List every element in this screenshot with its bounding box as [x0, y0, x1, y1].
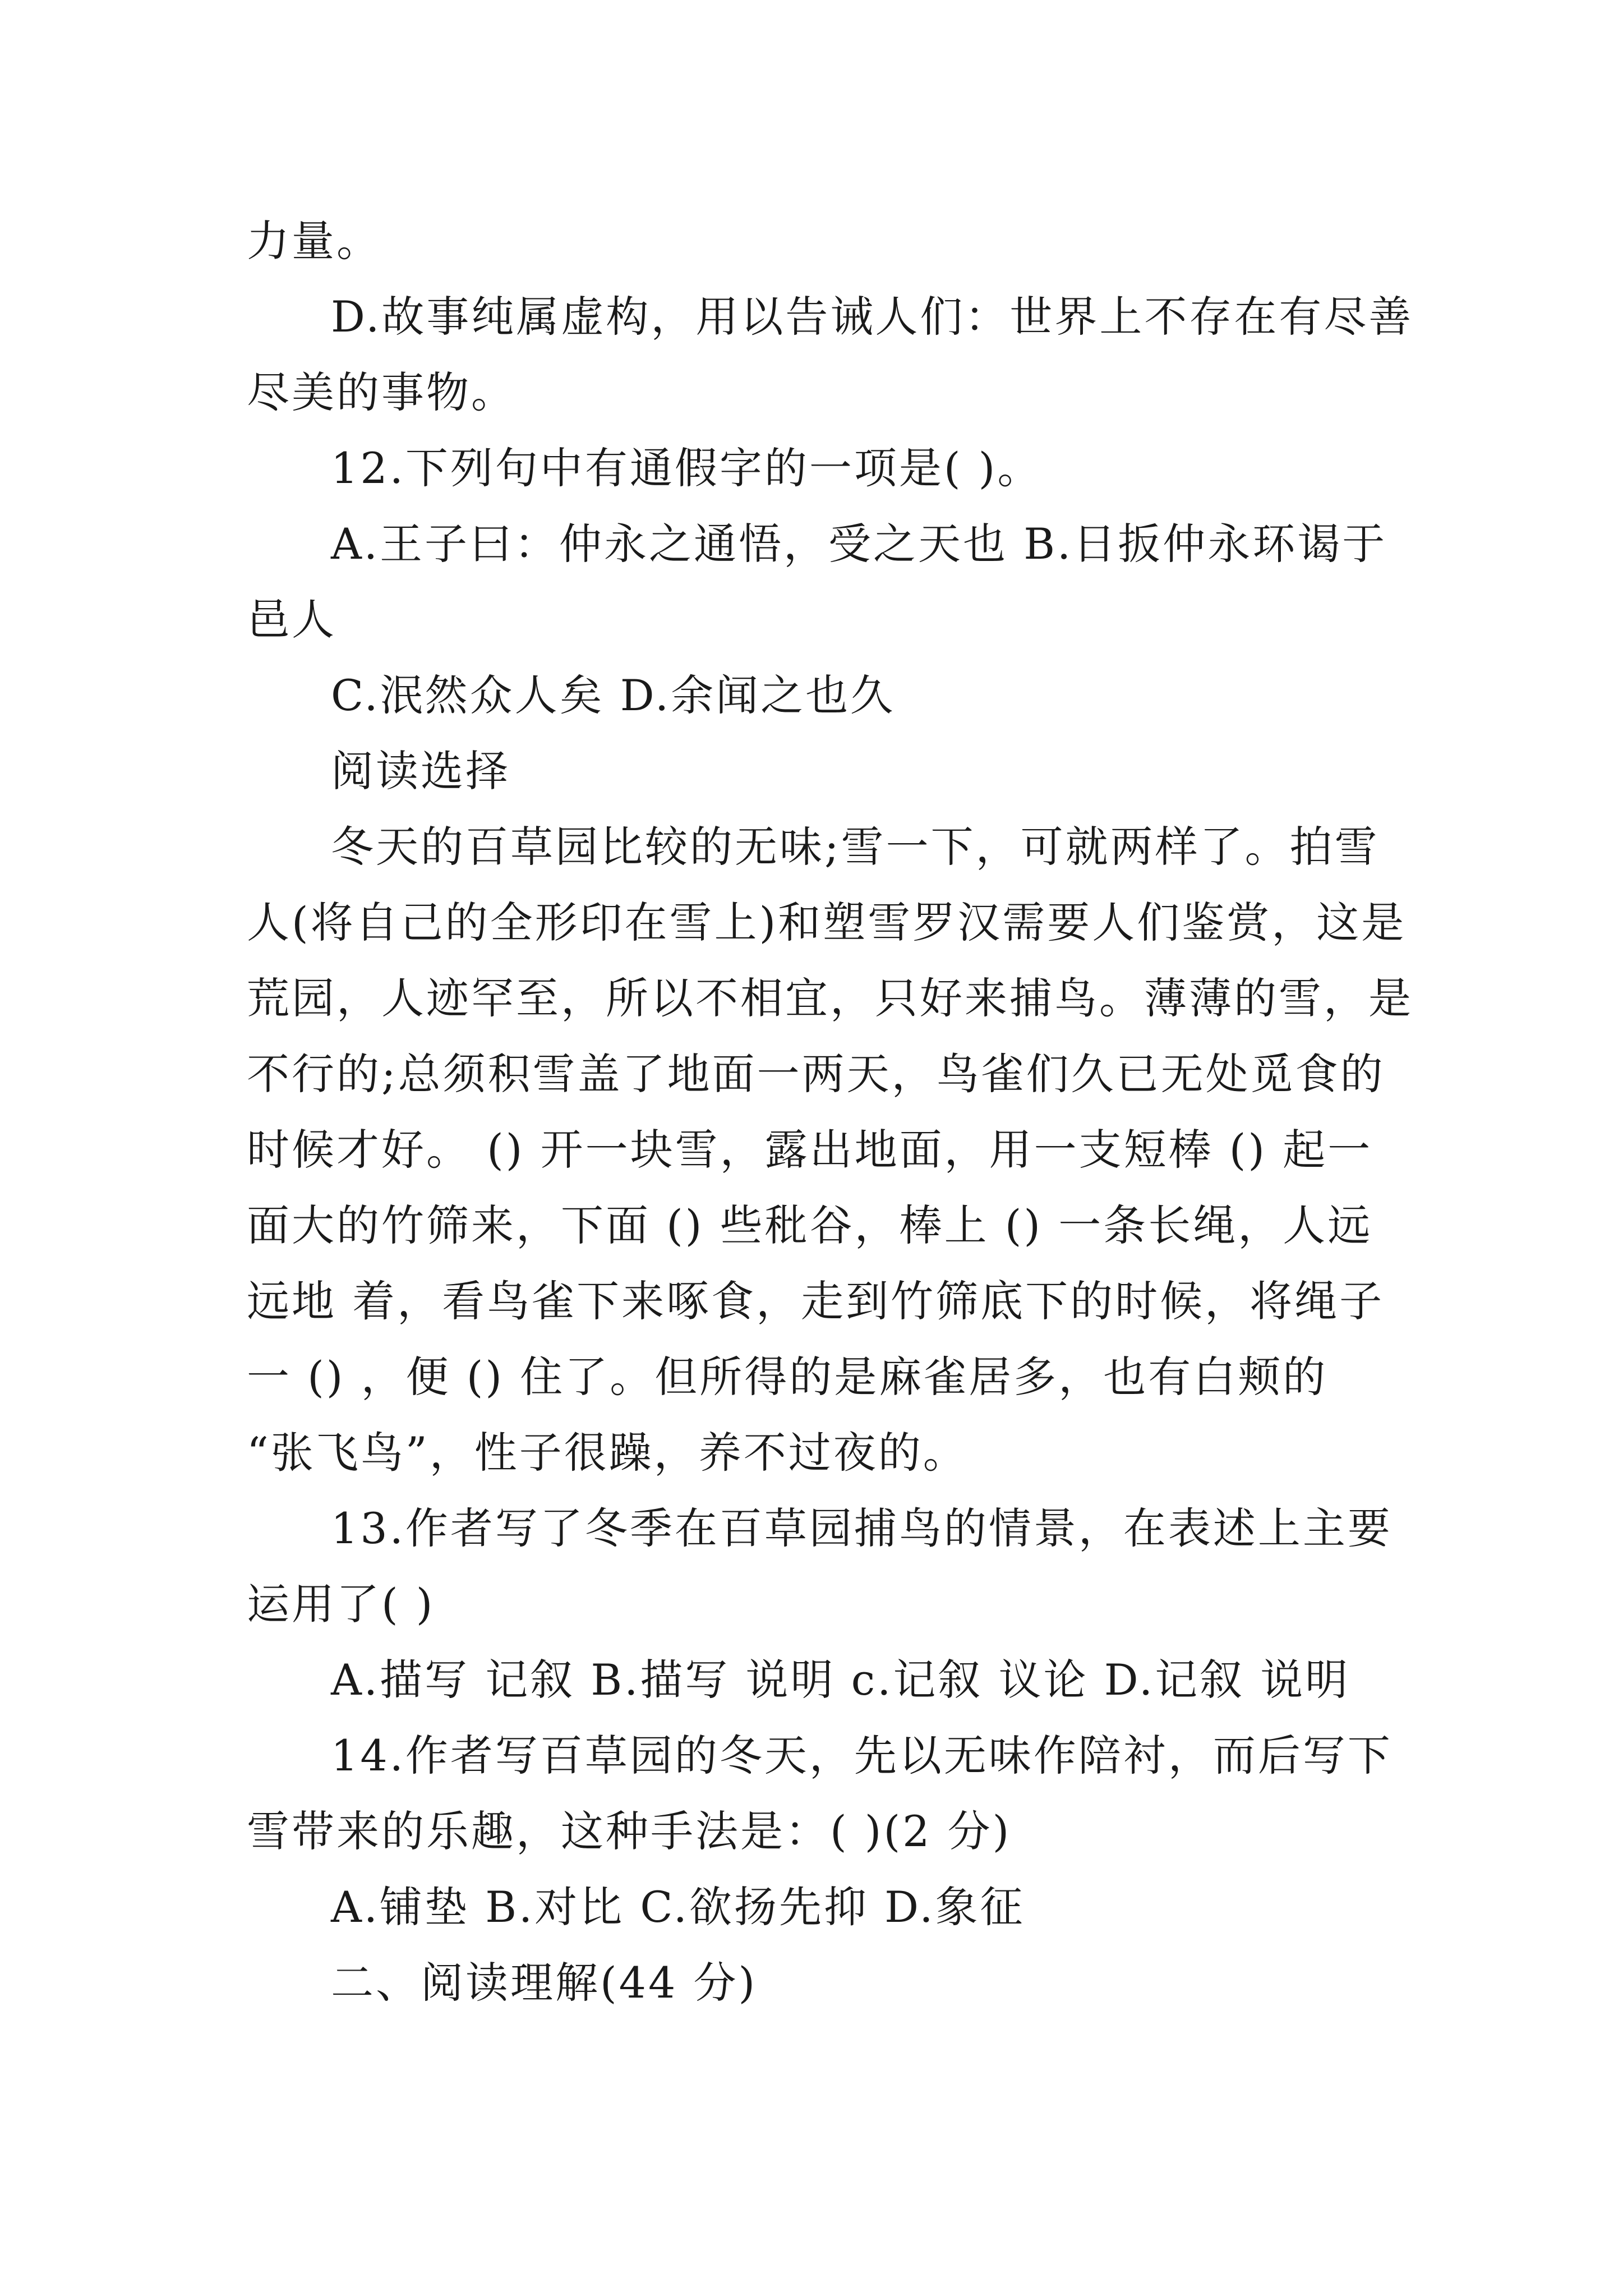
text-line: 运用了( ) [247, 1579, 435, 1629]
option-d-line: D.故事纯属虚构，用以告诫人们：世界上不存在有尽善 [331, 292, 1414, 342]
question-12: 12.下列句中有通假字的一项是( )。 [331, 443, 1043, 493]
options-line: A.铺垫 B.对比 C.欲扬先抑 D.象征 [331, 1882, 1025, 1932]
text-line: 邑人 [247, 595, 336, 645]
section-heading: 阅读选择 [331, 746, 510, 796]
passage-line: 荒园，人迹罕至，所以不相宜，只好来捕鸟。薄薄的雪，是 [247, 973, 1413, 1023]
options-line: A.描写 记叙 B.描写 说明 c.记叙 议论 D.记叙 说明 [331, 1655, 1350, 1705]
passage-line: 一 () ，便 () 住了。但所得的是麻雀居多，也有白颊的 [247, 1352, 1328, 1402]
question-14: 14.作者写百草园的冬天，先以无味作陪衬，而后写下 [331, 1731, 1393, 1780]
options-ab-line: A.王子曰：仲永之通悟，受之天也 B.日扳仲永环谒于 [331, 519, 1387, 569]
passage-line: 人(将自己的全形印在雪上)和塑雪罗汉需要人们鉴赏，这是 [247, 898, 1407, 947]
passage-line: 面大的竹筛来，下面 () 些秕谷，棒上 () 一条长绳，人远 [247, 1200, 1373, 1250]
text-line: 尽美的事物。 [247, 367, 516, 417]
passage-line: 不行的;总须积雪盖了地面一两天，鸟雀们久已无处觅食的 [247, 1049, 1385, 1099]
section-heading: 二、阅读理解(44 分) [331, 1958, 758, 2008]
passage-line: 远地 着，看鸟雀下来啄食，走到竹筛底下的时候，将绳子 [247, 1276, 1385, 1326]
passage-line: “张飞鸟”，性子很躁，养不过夜的。 [247, 1428, 968, 1478]
options-cd-line: C.泯然众人矣 D.余闻之也久 [331, 670, 896, 720]
text-line: 力量。 [247, 216, 381, 266]
passage-line: 时候才好。 () 开一块雪，露出地面，用一支短棒 () 起一 [247, 1125, 1373, 1175]
passage-line: 冬天的百草园比较的无味;雪一下，可就两样了。拍雪 [331, 822, 1380, 872]
text-line: 雪带来的乐趣，这种手法是：( )(2 分) [247, 1806, 1012, 1856]
question-13: 13.作者写了冬季在百草园捕鸟的情景，在表述上主要 [331, 1503, 1393, 1553]
